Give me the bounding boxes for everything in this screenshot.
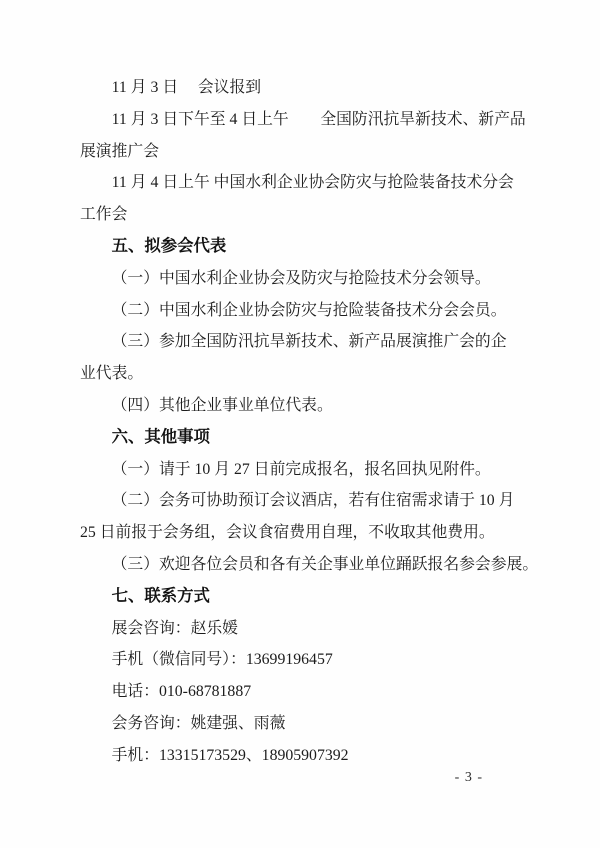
document-body [80, 72, 539, 772]
contact-line-conference-consult: 会务咨询：姚建强、雨薇 [111, 714, 286, 732]
participant-item: （一）中国水利企业协会及防灾与抢险技术分会领导。 [111, 269, 491, 287]
participant-item: （二）中国水利企业协会防灾与抢险装备技术分会会员。 [111, 301, 507, 319]
agenda-line: 11 月 4 日上午 中国水利企业协会防灾与抢险装备技术分会 工作会 [80, 174, 514, 224]
participant-item: （四）其他企业事业单位代表。 [111, 396, 333, 414]
contact-line-mobile-wechat: 手机（微信同号）：13699196457 [111, 651, 333, 669]
section-heading-other-matters: 六、其他事项 [111, 427, 210, 446]
agenda-line: 11 月 3 日下午至 4 日上午 全国防汛抗旱新技术、新产品 展演推广会 [80, 110, 526, 160]
other-matters-item: （二）会务可协助预订会议酒店，若有住宿需求请于 10 月 25 日前报于会务组，会议食宿费用自理，不收取其他费用。 [80, 492, 515, 542]
section-heading-participants: 五、拟参会代表 [111, 236, 227, 255]
contact-line-telephone: 电话：010-68781887 [111, 683, 252, 701]
participant-item: （三）参加全国防汛抗旱新技术、新产品展演推广会的企 业代表。 [80, 333, 507, 383]
agenda-line: 11 月 3 日 会议报到 [111, 79, 262, 96]
contact-line-mobile: 手机：13315173529、18905907392 [111, 746, 349, 764]
page-number: - 3 - [454, 770, 483, 785]
other-matters-item: （三）欢迎各位会员和各有关企事业单位踊跃报名参会参展。 [111, 555, 539, 573]
contact-line-exhibition-consult: 展会咨询：赵乐媛 [111, 619, 238, 637]
other-matters-item: （一）请于 10 月 27 日前完成报名，报名回执见附件。 [111, 460, 491, 478]
section-heading-contact: 七、联系方式 [111, 586, 210, 605]
